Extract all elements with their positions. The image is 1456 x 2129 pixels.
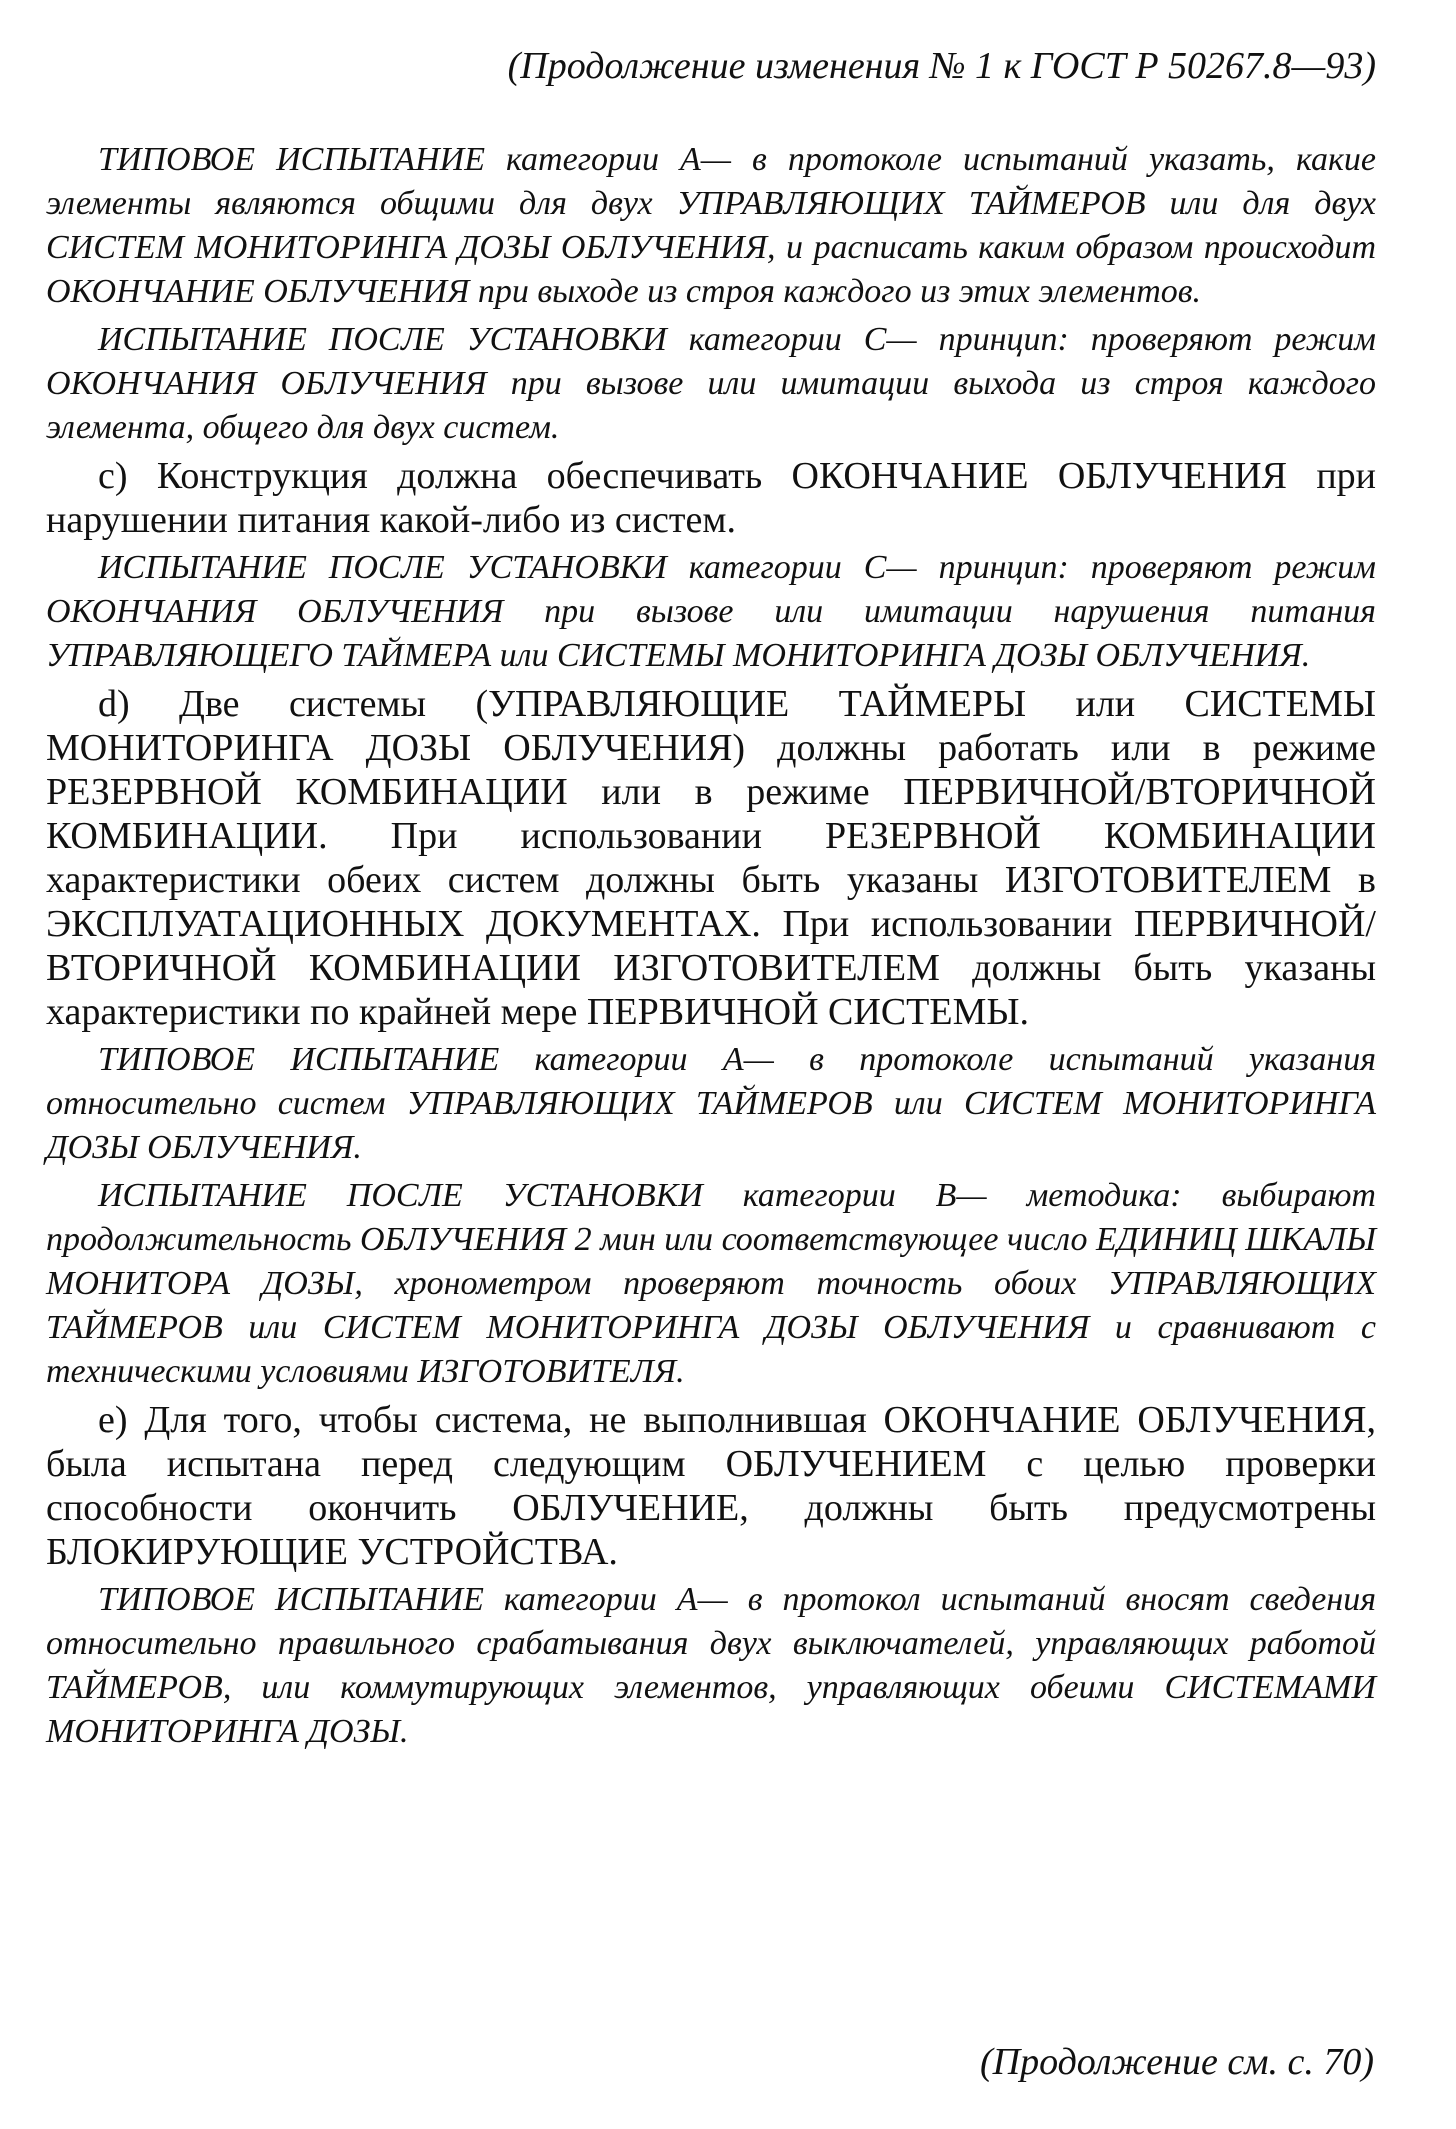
paragraph-item-c: с) Конструкция должна обеспечивать ОКОНЧАНИЕ ОБЛУЧЕНИЯ при нарушении питания какой-либо из систем. [46, 455, 1376, 541]
page-footer: (Продолжение см. с. 70) [979, 2041, 1374, 2083]
paragraph-item-d: d) Две системы (УПРАВЛЯЮЩИЕ ТАЙМЕРЫ или СИСТЕМЫ МОНИТОРИНГА ДОЗЫ ОБЛУЧЕНИЯ) должны работать или в режиме РЕЗЕРВНОЙ КОМБИНАЦИИ или в режиме ПЕРВИЧНОЙ/ВТОРИЧНОЙ КОМБИНАЦИИ. При использовании РЕЗЕРВНОЙ КОМБИНАЦИИ характеристики обеих систем должны быть указаны ИЗГОТОВИТЕЛЕМ в ЭКСПЛУАТАЦИОННЫХ ДОКУМЕНТАХ. При использовании ПЕРВИЧНОЙ/ВТОРИЧНОЙ КОМБИНАЦИИ ИЗГОТОВИТЕЛЕМ должны быть указаны характеристики по крайней мере ПЕРВИЧНОЙ СИСТЕМЫ. [46, 683, 1376, 1033]
paragraph-post-install-test-method: ИСПЫТАНИЕ ПОСЛЕ УСТАНОВКИ категории В— методика: выбирают продолжительность ОБЛУЧЕНИЯ 2 мин или соответствующее число ЕДИНИЦ ШКАЛЫ МОНИТОРА ДОЗЫ, хронометром проверяют точность обоих УПРАВЛЯЮЩИХ ТАЙМЕРОВ или СИСТЕМ МОНИТОРИНГА ДОЗЫ ОБЛУЧЕНИЯ и сравнивают с техническими условиями ИЗГОТОВИТЕЛЯ. [46, 1177, 1376, 1390]
paragraph-post-install-test-common-elements: ИСПЫТАНИЕ ПОСЛЕ УСТАНОВКИ категории С— принцип: проверяют режим ОКОНЧАНИЯ ОБЛУЧЕНИЯ при вызове или имитации выхода из строя каждого элемента, общего для двух систем. [46, 321, 1376, 446]
document-page [46, 40, 1376, 2100]
paragraph-type-test-switches: ТИПОВОЕ ИСПЫТАНИЕ категории А— в протокол испытаний вносят сведения относительно правильного срабатывания двух выключателей, управляющих работой ТАЙМЕРОВ, или коммутирующих элементов, управляющих обеими СИСТЕМАМИ МОНИТОРИНГА ДОЗЫ. [46, 1581, 1376, 1750]
page-header: (Продолжение изменения № 1 к ГОСТ Р 50267.8—93) [507, 45, 1376, 87]
paragraph-type-test-systems: ТИПОВОЕ ИСПЫТАНИЕ категории А— в протоколе испытаний указания относительно систем УПРАВЛЯЮЩИХ ТАЙМЕРОВ или СИСТЕМ МОНИТОРИНГА ДОЗЫ ОБЛУЧЕНИЯ. [46, 1041, 1376, 1166]
paragraph-type-test-common-elements: ТИПОВОЕ ИСПЫТАНИЕ категории А— в протоколе испытаний указать, какие элементы являются общими для двух УПРАВЛЯЮЩИХ ТАЙМЕРОВ или для двух СИСТЕМ МОНИТОРИНГА ДОЗЫ ОБЛУЧЕНИЯ, и расписать каким образом происходит ОКОНЧАНИЕ ОБЛУЧЕНИЯ при выходе из строя каждого из этих элементов. [46, 141, 1376, 310]
paragraph-post-install-test-power: ИСПЫТАНИЕ ПОСЛЕ УСТАНОВКИ категории С— принцип: проверяют режим ОКОНЧАНИЯ ОБЛУЧЕНИЯ при вызове или имитации нарушения питания УПРАВЛЯЮЩЕГО ТАЙМЕРА или СИСТЕМЫ МОНИТОРИНГА ДОЗЫ ОБЛУЧЕНИЯ. [46, 549, 1376, 674]
paragraph-item-e: е) Для того, чтобы система, не выполнившая ОКОНЧАНИЕ ОБЛУЧЕНИЯ, была испытана перед следующим ОБЛУЧЕНИЕМ с целью проверки способности окончить ОБЛУЧЕНИЕ, должны быть предусмотрены БЛОКИРУЮЩИЕ УСТРОЙСТВА. [46, 1399, 1376, 1573]
